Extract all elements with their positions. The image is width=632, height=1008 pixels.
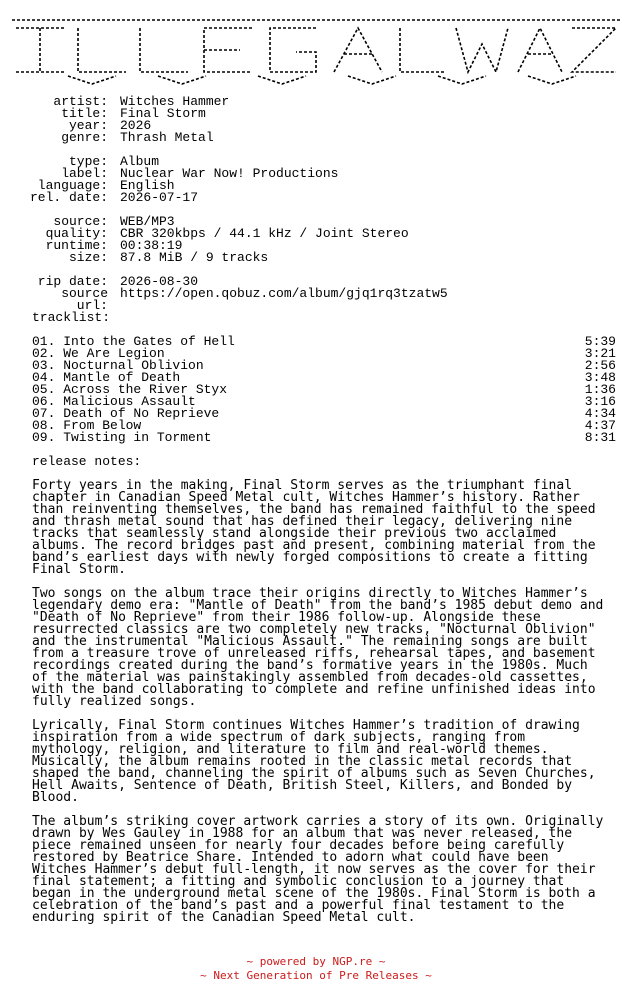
meta-label: size:: [68, 250, 108, 265]
meta-value: WEB/MP3: [120, 214, 175, 229]
meta-value: Witches Hammer: [120, 94, 230, 109]
meta-value: Album: [120, 154, 160, 169]
meta-value: 87.8 MiB / 9 tracks: [120, 250, 269, 265]
meta-label: source:: [53, 214, 108, 229]
track-duration: 2:56: [584, 358, 616, 373]
meta-label: quality:: [45, 226, 108, 241]
track-title: 02. We Are Legion: [32, 346, 165, 361]
track-title: 05. Across the River Styx: [32, 382, 228, 397]
meta-value: 2026: [120, 118, 152, 133]
meta-label: runtime:: [45, 238, 108, 253]
meta-label: source url:: [61, 286, 108, 313]
meta-value: 2026-08-30: [120, 274, 199, 289]
banner-logo: [8, 14, 624, 90]
meta-label: type:: [68, 154, 108, 169]
track-duration: 4:37: [584, 418, 616, 433]
meta-label: label:: [61, 166, 108, 181]
meta-value: CBR 320kbps / 44.1 kHz / Joint Stereo: [120, 226, 409, 241]
footer-powered-by: ~ powered by NGP.re ~: [246, 955, 386, 968]
meta-value[interactable]: https://open.qobuz.com/album/gjq1rq3tzatw5: [120, 286, 448, 301]
meta-row: [24, 132, 448, 144]
meta-value: Nuclear War Now! Productions: [120, 166, 339, 181]
track-duration: 1:36: [584, 382, 616, 397]
meta-value: 2026-07-17: [120, 190, 199, 205]
track-title: 07. Death of No Reprieve: [32, 406, 220, 421]
meta-value: Thrash Metal: [120, 130, 214, 145]
notes-paragraph: The album’s striking cover artwork carries a story of its own. Originally drawn by Wes Gauley in 1988 for an album that was never released, the piece remained unseen for nearly four decades before being carefully restored by Beatrice Share. Intended to adorn what could have been Witches Hammer’s debut full-length, it now serves as the cover for their final statement; a fitting and symbolic conclusion to a journey that began in the underground metal scene of the 1980s. Final Storm is both a celebration of the band’s past and a powerful final testament to the enduring spirit of the Canadian Speed Metal cult.: [32, 814, 604, 925]
footer-tagline: ~ Next Generation of Pre Releases ~: [200, 969, 432, 982]
track-duration: 5:39: [584, 334, 616, 349]
track-duration: 3:48: [584, 370, 616, 385]
track-title: 03. Nocturnal Oblivion: [32, 358, 204, 373]
notes-paragraph: Two songs on the album trace their origins directly to Witches Hammer’s legendary demo era: "Mantle of Death" from the band’s 1985 debut demo and "Death of No Reprieve" from their 1986 follow-up. Alongside these resurrected classics are two completely new tracks, "Nocturnal Oblivion" and the instrumental "Malicious Assault." The remaining songs are built from a treasure trove of unreleased riffs, rehearsal tapes, and basement recordings created during the band’s formative years in the 1980s. Much of the material was painstakingly assembled from decades-old cassettes, with the band collaborating to complete and refine unfinished ideas into fully realized songs.: [32, 586, 604, 709]
meta-label: rel. date:: [29, 190, 108, 205]
notes-paragraph: Lyrically, Final Storm continues Witches Hammer’s tradition of drawing inspiration from a wide spectrum of dark subjects, ranging from mythology, religion, and literature to film and real-world themes. Musically, the album remains rooted in the classic metal records that shaped the band, channeling the spirit of albums such as Seven Churches, Hell Awaits, Sentence of Death, British Steel, Killers, and Bonded by Blood.: [32, 718, 596, 805]
meta-label: language:: [37, 178, 108, 193]
track-title: 09. Twisting in Torment: [32, 430, 212, 445]
track-duration: 4:34: [584, 406, 616, 421]
meta-row: [24, 192, 448, 204]
track-title: 04. Mantle of Death: [32, 370, 181, 385]
track-title: 01. Into the Gates of Hell: [32, 334, 235, 349]
meta-label: title:: [61, 106, 108, 121]
meta-label: genre:: [61, 130, 108, 145]
notes-paragraph: Forty years in the making, Final Storm serves as the triumphant final chapter in Canadian Speed Metal cult, Witches Hammer’s history. Rather than reinventing themselves, the band has remained faithful to the speed and thrash metal sound that has defined their legacy, delivering nine tracks that seamlessly stand alongside their previous two acclaimed albums. The record bridges past and present, combining material from the band’s earliest days with newly forged compositions to create a fitting Final Storm.: [32, 478, 596, 577]
release-notes-heading: release notes:: [32, 454, 142, 469]
meta-row: [24, 252, 448, 264]
track-duration: 8:31: [584, 430, 616, 445]
meta-value: English: [120, 178, 175, 193]
track-duration: 3:16: [584, 394, 616, 409]
meta-label: year:: [68, 118, 108, 133]
release-notes: [32, 480, 612, 936]
release-info: [24, 94, 448, 313]
track-title: 08. From Below: [32, 418, 142, 433]
tracklist-heading: tracklist:: [32, 310, 111, 325]
meta-label: rip date:: [37, 274, 108, 289]
track-duration: 3:21: [584, 346, 616, 361]
tracklist: [32, 336, 616, 444]
track-title: 06. Malicious Assault: [32, 394, 196, 409]
meta-label: artist:: [53, 94, 108, 109]
meta-value: 00:38:19: [120, 238, 183, 253]
track-row: [32, 432, 616, 444]
meta-value: Final Storm: [120, 106, 206, 121]
footer: [0, 955, 632, 983]
meta-row: [24, 286, 448, 313]
